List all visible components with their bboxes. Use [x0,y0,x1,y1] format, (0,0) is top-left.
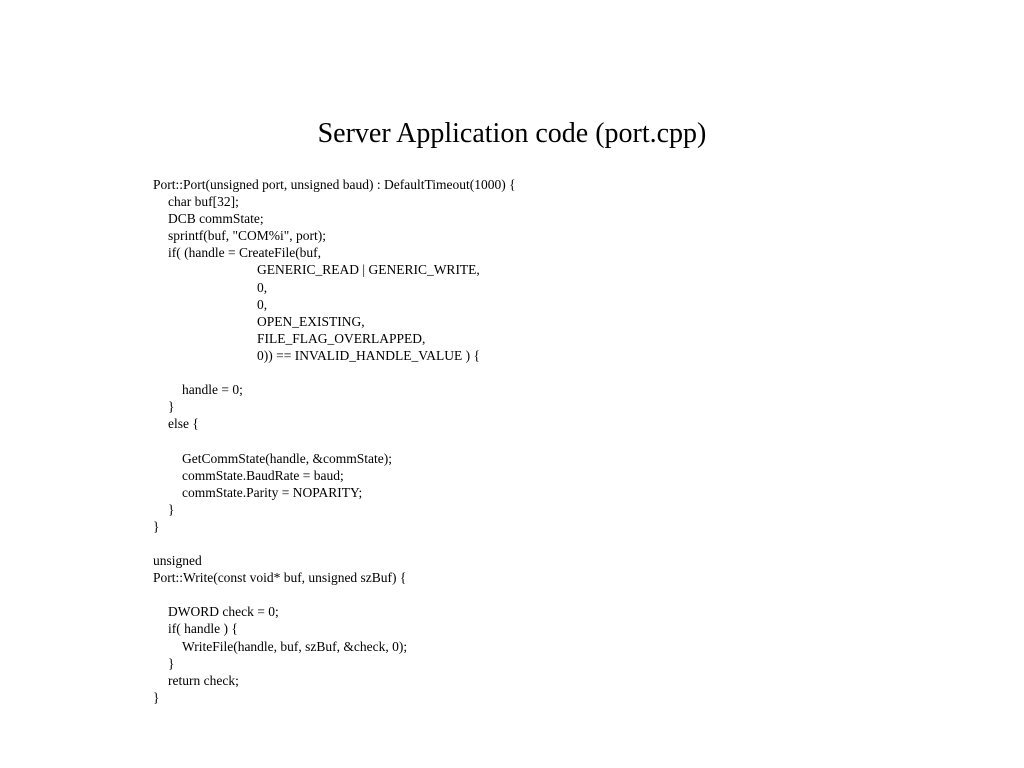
code-line: else { [168,416,199,432]
slide-title: Server Application code (port.cpp) [317,118,707,149]
code-line [153,364,913,381]
code-line: unsigned [153,553,202,569]
code-line: 0)) == INVALID_HANDLE_VALUE ) { [257,347,480,363]
code-line: 0, [257,296,268,312]
code-line: } [153,689,160,705]
code-line [153,535,913,552]
code-line: commState.BaudRate = baud; [182,467,344,483]
code-line: FILE_FLAG_OVERLAPPED, [257,330,426,346]
code-line: sprintf(buf, "COM%i", port); [168,228,327,244]
code-line: commState.Parity = NOPARITY; [182,484,363,500]
code-line: if( (handle = CreateFile(buf, [168,245,322,261]
code-listing [153,176,913,706]
code-line: } [168,399,175,415]
code-line: } [168,501,175,517]
code-line: } [168,655,175,671]
code-line: OPEN_EXISTING, [257,313,365,329]
code-line: WriteFile(handle, buf, szBuf, &check, 0); [182,638,408,654]
code-line: return check; [168,672,239,688]
code-line [153,432,913,449]
code-line: GetCommState(handle, &commState); [182,450,392,466]
code-line: DCB commState; [168,211,264,227]
code-line: if( handle ) { [168,621,238,637]
code-line: Port::Port(unsigned port, unsigned baud) : DefaultTimeout(1000) { [153,177,516,192]
code-line [153,586,913,603]
code-line: DWORD check = 0; [168,604,279,620]
code-line: GENERIC_READ | GENERIC_WRITE, [257,262,480,278]
code-line: } [153,518,160,534]
code-line: Port::Write(const void* buf, unsigned szBuf) { [153,570,407,586]
code-line: handle = 0; [182,382,243,398]
code-line: char buf[32]; [168,194,239,210]
code-line: 0, [257,279,268,295]
